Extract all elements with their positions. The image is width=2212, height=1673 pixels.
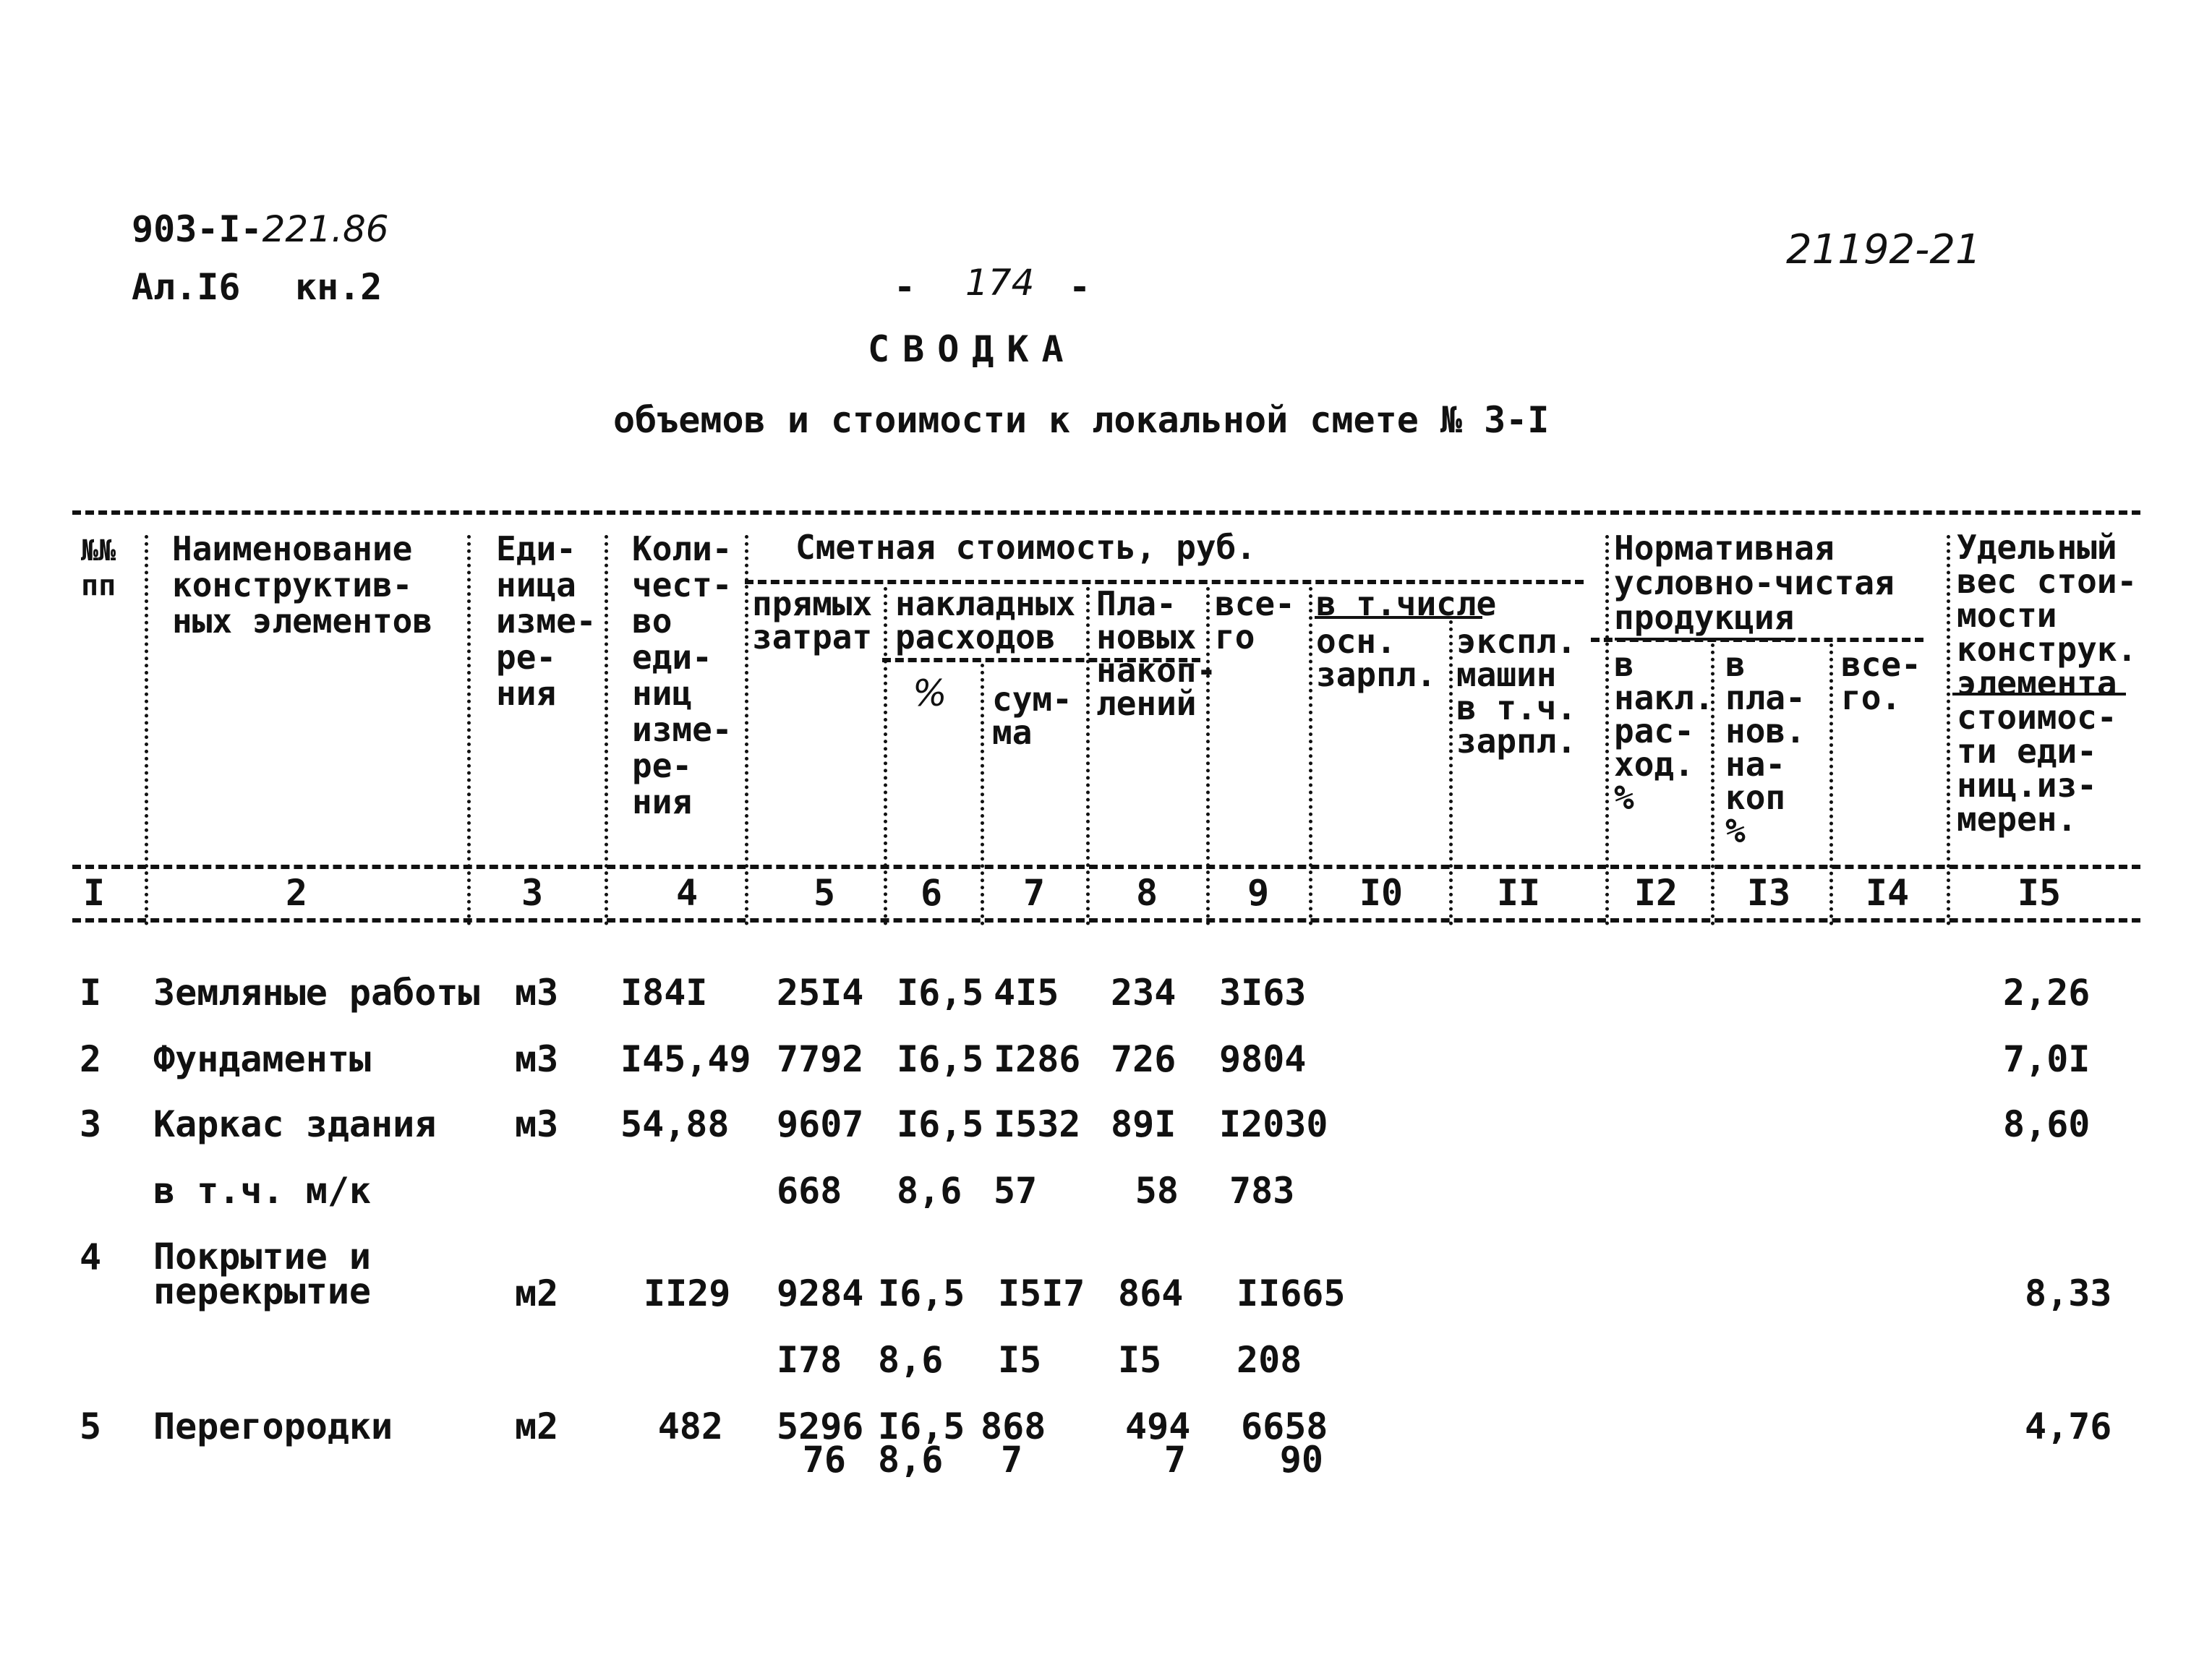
row-name: Фундаменты [153, 1038, 372, 1080]
doc-subtitle: объемов и стоимости к локальной смете № 3-I [613, 399, 1550, 441]
h-col6: % [913, 672, 947, 714]
colnum: 4 [675, 872, 699, 914]
h-col2: Наименование конструктив- ных элементов [172, 529, 433, 641]
row-sum: I5I7 [998, 1272, 1085, 1314]
row-qty: 482 [657, 1405, 723, 1447]
doc-code-prefix: 903-I- [132, 208, 262, 250]
row-plan: I5 [1118, 1339, 1162, 1381]
row-total: 208 [1237, 1339, 1302, 1381]
row-sum: I532 [994, 1103, 1081, 1145]
album-label: Ал.I6 [132, 266, 241, 308]
colnum: 9 [1247, 872, 1270, 914]
h-col10: осн. зарпл. [1316, 622, 1437, 694]
h-cost-group: Сметная стоимость, руб. [795, 528, 1256, 567]
row-direct: 76 [802, 1439, 846, 1481]
h-col13: в пла- нов. на- коп % [1725, 645, 1806, 850]
col-sep [1086, 587, 1090, 925]
h-col5: прямых затрат [752, 584, 873, 656]
page-dash-left: - [894, 266, 916, 308]
row-pct: I6,5 [897, 1038, 984, 1080]
h-overhead: накладных расходов [895, 584, 1076, 656]
col-sep [745, 535, 748, 925]
row-pct: 8,6 [878, 1439, 944, 1481]
row-sum: I5 [998, 1339, 1042, 1381]
row-pct: 8,6 [878, 1339, 944, 1381]
row-direct: 668 [777, 1170, 842, 1212]
col-sep [981, 664, 984, 925]
row-plan: 7 [1163, 1439, 1186, 1481]
h-norm-group: Нормативная условно-чистая продукция [1614, 529, 1895, 637]
colnum: II [1496, 872, 1541, 914]
row-unit: м3 [515, 1103, 559, 1145]
page-dash-right: - [1069, 266, 1091, 308]
row-number: 4 [80, 1236, 102, 1278]
row-pct: I6,5 [878, 1405, 965, 1447]
row-sum: 7 [1001, 1439, 1023, 1481]
row-pct: I6,5 [897, 972, 984, 1014]
row-share: 8,33 [2025, 1272, 2112, 1314]
colnum: I5 [2017, 872, 2062, 914]
row-total: 783 [1229, 1170, 1295, 1212]
h-col1: №№ пп [81, 534, 116, 602]
h-col12: в накл. рас- ход. % [1614, 645, 1714, 817]
col-sep [467, 535, 471, 925]
row-unit: м3 [515, 972, 559, 1014]
row-direct: 9607 [777, 1103, 864, 1145]
page-number: 174 [965, 262, 1035, 304]
row-unit: м3 [515, 1038, 559, 1080]
colnum: I3 [1746, 872, 1791, 914]
colnum: I4 [1865, 872, 1910, 914]
table-top-rule [72, 510, 2140, 515]
row-pct: I6,5 [897, 1103, 984, 1145]
colnum: 2 [285, 872, 308, 914]
row-number: I [80, 972, 102, 1014]
row-name: Каркас здания [153, 1103, 437, 1145]
row-share: 4,76 [2025, 1405, 2112, 1447]
col-sep [605, 535, 608, 925]
row-qty: I84I [620, 972, 708, 1014]
colnum: 7 [1022, 872, 1046, 914]
row-total: 9804 [1219, 1038, 1307, 1080]
colnum: I2 [1634, 872, 1678, 914]
h-col8: Пла- новых накоп- лений [1096, 584, 1217, 723]
colnum: 3 [521, 872, 544, 914]
row-share: 7,0I [2003, 1038, 2091, 1080]
row-pct: 8,6 [897, 1170, 962, 1212]
row-total: 6658 [1241, 1405, 1328, 1447]
book-label: кн.2 [295, 266, 383, 308]
h-col9: все- го [1215, 584, 1295, 656]
row-total: II665 [1237, 1272, 1346, 1314]
row-name: Земляные работы [153, 972, 480, 1014]
h-col11: экспл. машин в т.ч. зарпл. [1456, 622, 1577, 761]
row-qty: 54,88 [620, 1103, 730, 1145]
col-sep [1947, 535, 1950, 925]
col-sep [1309, 587, 1312, 925]
row-name: Покрытие и перекрытие [153, 1236, 372, 1312]
row-number: 5 [80, 1405, 102, 1447]
col-sep [884, 587, 887, 925]
norm-underline [1615, 638, 1795, 641]
colnum: 5 [813, 872, 836, 914]
row-plan: 864 [1118, 1272, 1184, 1314]
row-sum: 4I5 [994, 972, 1059, 1014]
row-plan: 58 [1135, 1170, 1179, 1212]
doc-code [132, 208, 389, 250]
col-sep [1829, 643, 1833, 925]
row-number: 2 [80, 1038, 102, 1080]
row-unit: м2 [515, 1272, 559, 1314]
h-col4: Коли- чест- во еди- ниц изме- ре- ния [632, 529, 733, 821]
colnum: I0 [1359, 872, 1404, 914]
row-sum: 57 [994, 1170, 1038, 1212]
row-sum: I286 [994, 1038, 1081, 1080]
row-qty: II29 [644, 1272, 731, 1314]
row-plan: 726 [1111, 1038, 1177, 1080]
row-direct: 5296 [777, 1405, 864, 1447]
colnum: 8 [1135, 872, 1158, 914]
row-number: 3 [80, 1103, 102, 1145]
row-qty: I45,49 [620, 1038, 751, 1080]
col-sep [1449, 620, 1453, 925]
colnum: 6 [920, 872, 943, 914]
row-direct: 25I4 [777, 972, 864, 1014]
row-name: Перегородки [153, 1405, 393, 1447]
row-unit: м2 [515, 1405, 559, 1447]
archive-number: 21192-21 [1786, 226, 1981, 273]
col-sep [1605, 535, 1609, 925]
row-direct: 9284 [777, 1272, 864, 1314]
doc-title: СВОДКА [868, 328, 1077, 370]
h-incl-group: в т.числе [1316, 584, 1497, 623]
row-plan: 89I [1111, 1103, 1177, 1145]
row-sum: 868 [981, 1405, 1046, 1447]
colnum: I [82, 872, 106, 914]
h-col7: сум- ма [992, 680, 1072, 752]
row-direct: 7792 [777, 1038, 864, 1080]
row-plan: 234 [1111, 972, 1177, 1014]
row-total: I2030 [1219, 1103, 1328, 1145]
h-col14: все- го. [1841, 645, 1921, 717]
row-share: 2,26 [2003, 972, 2091, 1014]
row-share: 8,60 [2003, 1103, 2091, 1145]
h-col3: Еди- ница изме- ре- ния [496, 529, 597, 713]
h-col15: Удельный вес стои- мости конструк. элемента стоимос- ти еди- ниц.из- мерен. [1957, 528, 2138, 839]
doc-code-handwritten: 221.86 [262, 208, 389, 250]
row-plan: 494 [1125, 1405, 1191, 1447]
row-total: 90 [1279, 1439, 1323, 1481]
row-pct: I6,5 [878, 1272, 965, 1314]
row-direct: I78 [777, 1339, 842, 1381]
row-total: 3I63 [1219, 972, 1307, 1014]
col-sep [145, 535, 148, 925]
row-name: в т.ч. м/к [153, 1170, 372, 1212]
